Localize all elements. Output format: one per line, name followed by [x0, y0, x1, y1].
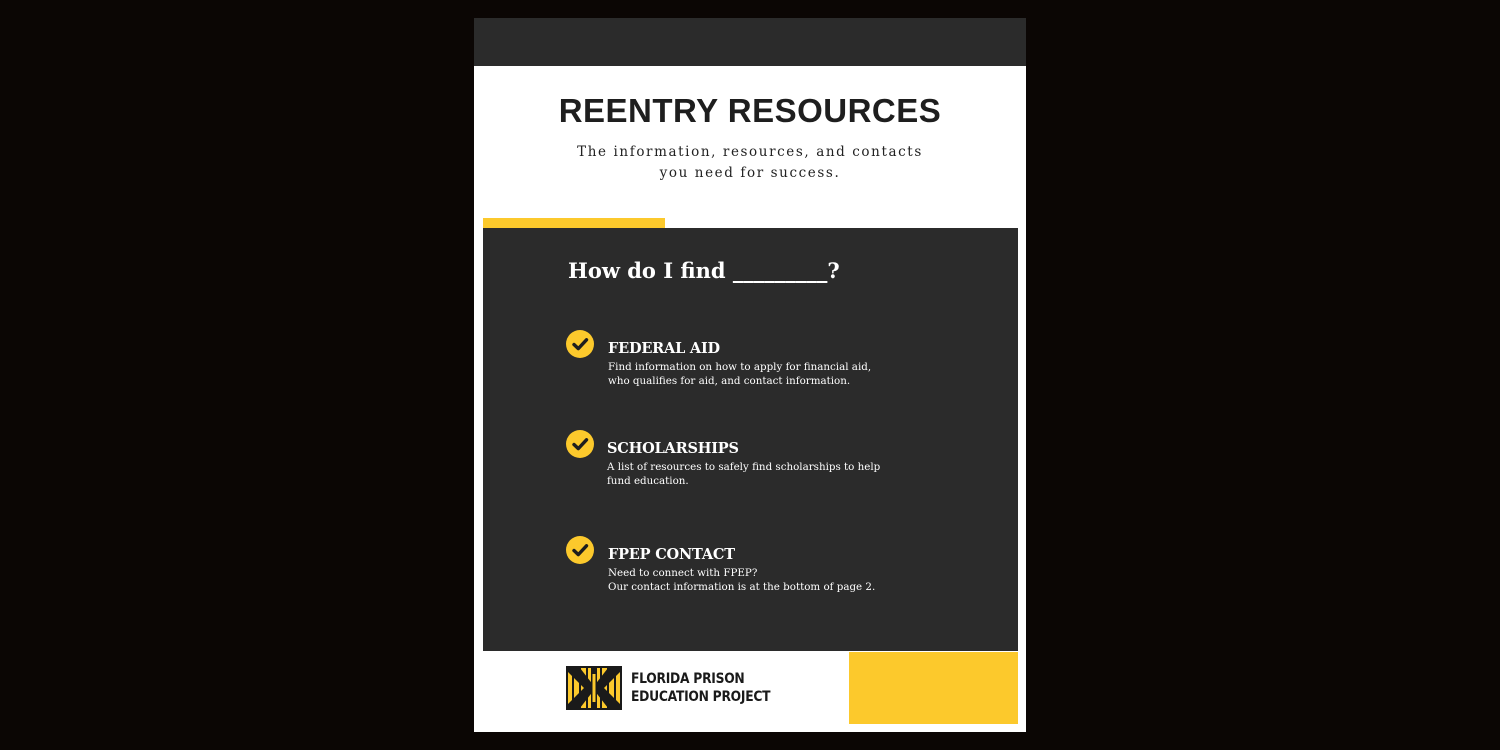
- flyer-page: [474, 18, 1026, 732]
- item-desc-line: A list of resources to safely find scholarships to help: [607, 461, 881, 473]
- item-desc-line: Our contact information is at the bottom of page 2.: [608, 580, 876, 593]
- checkmark-icon: [566, 536, 594, 564]
- yellow-corner-block: [849, 652, 1018, 724]
- page-subtitle: [534, 142, 966, 184]
- subtitle-line-1: The information, resources, and contacts: [577, 144, 923, 160]
- item-desc-line: Need to connect with FPEP?: [608, 567, 758, 579]
- item-description: [607, 461, 881, 488]
- item-description: [608, 567, 878, 594]
- checkmark-icon: [566, 330, 594, 358]
- logo-line-1: FLORIDA PRISON: [631, 671, 745, 687]
- panel-question: How do I find _________?: [568, 258, 840, 283]
- fpep-logo-icon: [566, 666, 622, 710]
- item-desc-line: who qualifies for aid, and contact information.: [608, 374, 851, 387]
- item-desc-line: fund education.: [607, 474, 689, 487]
- item-description: [608, 361, 878, 388]
- logo-wordmark: [631, 670, 770, 706]
- item-title: FEDERAL AID: [608, 340, 720, 357]
- resources-panel: [483, 228, 1018, 651]
- item-title: FPEP CONTACT: [608, 546, 735, 563]
- checkmark-icon: [566, 430, 594, 458]
- top-band: [474, 18, 1026, 66]
- item-desc-line: Find information on how to apply for financial aid,: [608, 361, 872, 373]
- page-title: REENTRY RESOURCES: [558, 92, 942, 129]
- fpep-logo: [566, 666, 771, 712]
- item-title: SCHOLARSHIPS: [607, 440, 739, 457]
- subtitle-line-2: you need for success.: [659, 165, 841, 181]
- logo-line-2: EDUCATION PROJECT: [631, 689, 771, 705]
